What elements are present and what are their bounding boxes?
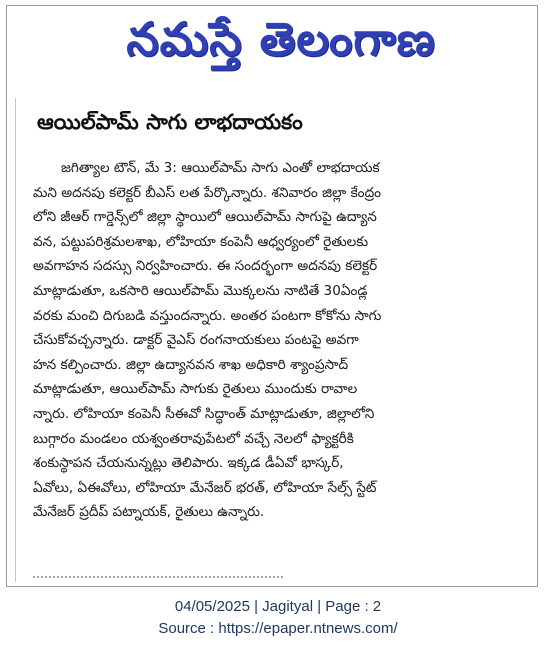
newspaper-clipping	[6, 5, 538, 587]
article-line: జగిత్యాల టౌన్, మే 3: ఆయిల్‌పామ్ సాగు ఎంతో లాభదాయక	[61, 160, 380, 176]
article-line: బుగ్గారం మండలం యశ్వంతరావుపేటలో వచ్చే నెలలో ఫ్యాక్టరీకి	[33, 430, 354, 447]
masthead-title: నమస్తే తెలంగాణ	[126, 12, 436, 66]
column-rule	[15, 98, 16, 582]
article-line: వన, పట్టుపరిశ్రమలశాఖ, లోహియా కంపెనీ ఆధ్వర్యంలో రైతులకు	[33, 233, 369, 250]
article-line: శంకుస్థాపన చేయనున్నట్లు తెలిపారు. ఇక్కడ డీఏవో భాస్కర్,	[33, 455, 344, 472]
date-edition-caption: 04/05/2025 | Jagityal | Page : 2	[174, 598, 382, 615]
article-body	[33, 156, 529, 525]
article-line: మేనేజర్ ప్రదీప్ పట్నాయక్, రైతులు ఉన్నారు.	[33, 504, 265, 521]
article-line: హన కల్పించారు. జిల్లా ఉద్యానవన శాఖ అధికారి శ్యాంప్రసాద్	[33, 356, 349, 373]
article-line: అవగాహన సదస్సు నిర్వహించారు. ఈ సందర్భంగా అదనపు కలెక్టర్	[33, 258, 378, 275]
article-line: వరకు మంచి దిగుబడి వస్తుందన్నారు. అంతర పంటగా కోకోను సాగు	[33, 307, 382, 324]
article-line: మాట్లాడుతూ, ఆయిల్‌పామ్ సాగుకు రైతులు ముందుకు రావాల	[33, 381, 358, 398]
article-line: లోని జీఆర్ గార్డెన్స్‌లో జిల్లా స్థాయిలో ఆయిల్‌పామ్ సాగుపై ఉద్యాన	[33, 209, 377, 226]
cut-off-text-edge	[33, 576, 283, 587]
source-caption: Source : https://epaper.ntnews.com/	[158, 620, 398, 637]
article-line: చేసుకోవచ్చన్నారు. డాక్టర్ వైఎస్ రంగనాయకులు పంటపై అవగా	[33, 332, 359, 349]
article-line: మని అదనపు కలెక్టర్ బీఎస్ లత పేర్కొన్నారు. శనివారం జిల్లా కేంద్రం	[33, 184, 382, 201]
article-line: ఏవోలు, ఏఈవోలు, లోహియా మేనేజర్ భరత్, లోహియా సేల్స్ స్టేట్	[33, 479, 377, 496]
article-line: మాట్లాడుతూ, ఒకసారి ఆయిల్‌పామ్ మొక్కలను నాటితే 30ఏండ్ల	[33, 282, 368, 299]
article-headline: ఆయిల్‌పామ్ సాగు లాభదాయకం	[37, 110, 303, 134]
article-line: న్నారు. లోహియా కంపెనీ సీఈవో సిద్ధాంత్ మాట్లాడుతూ, జిల్లాలోని	[33, 405, 375, 422]
